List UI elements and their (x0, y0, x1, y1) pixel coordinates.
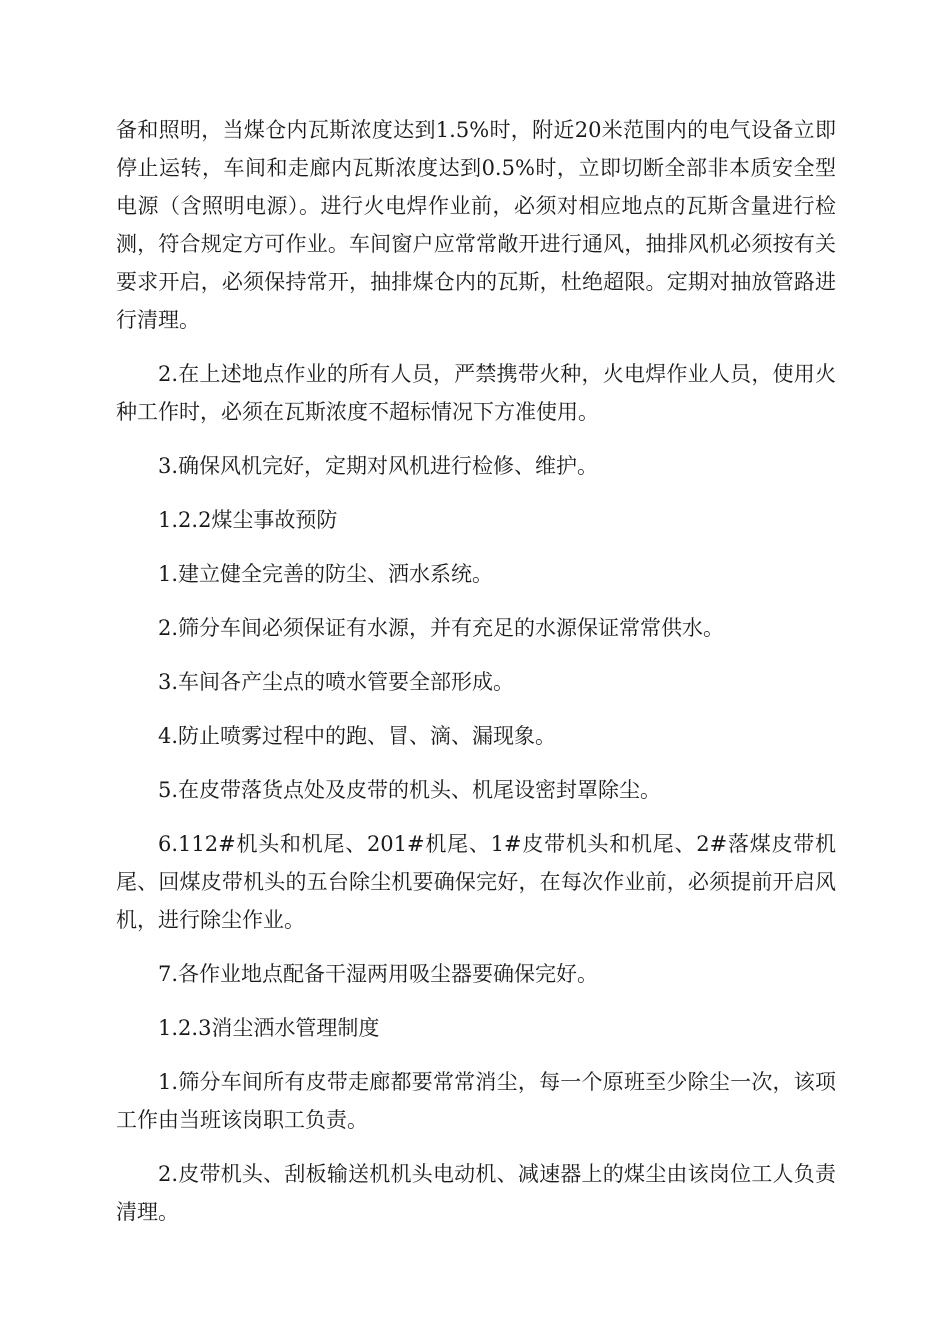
paragraph: 2.筛分车间必须保证有水源，并有充足的水源保证常常供水。 (158, 616, 725, 640)
section-heading: 1.2.3消尘洒水管理制度 (158, 1016, 380, 1040)
paragraph: 3.车间各产尘点的喷水管要全部形成。 (158, 670, 515, 694)
paragraph: 1.建立健全完善的防尘、洒水系统。 (158, 562, 494, 586)
paragraph: 4.防止喷雾过程中的跑、冒、滴、漏现象。 (158, 724, 557, 748)
paragraph: 2.在上述地点作业的所有人员，严禁携带火种，火电焊作业人员，使用火种工作时，必须在瓦斯浓度不超标情况下方准使用。 (116, 362, 836, 424)
paragraph: 6.112#机头和机尾、201#机尾、1#皮带机头和机尾、2#落煤皮带机尾、回煤皮带机头的五台除尘机要确保完好，在每次作业前，必须提前开启风机，进行除尘作业。 (116, 832, 836, 932)
section-heading: 1.2.2煤尘事故预防 (158, 508, 338, 532)
paragraph: 1.筛分车间所有皮带走廊都要常常消尘，每一个原班至少除尘一次，该项工作由当班该岗职工负责。 (116, 1070, 836, 1132)
document-body (116, 111, 836, 1247)
paragraph: 7.各作业地点配备干湿两用吸尘器要确保完好。 (158, 962, 599, 986)
paragraph: 5.在皮带落货点处及皮带的机头、机尾设密封罩除尘。 (158, 778, 662, 802)
paragraph: 3.确保风机完好，定期对风机进行检修、维护。 (158, 454, 599, 478)
paragraph-continuation: 备和照明，当煤仓内瓦斯浓度达到1.5%时，附近20米范围内的电气设备立即停止运转，车间和走廊内瓦斯浓度达到0.5%时，立即切断全部非本质安全型电源（含照明电源）。进行火电焊作业前，必须对相应地点的瓦斯含量进行检测，符合规定方可作业。车间窗户应常常敞开进行通风，抽排风机必须按有关要求开启，必须保持常开，抽排煤仓内的瓦斯，杜绝超限。定期对抽放管路进行清理。 (116, 118, 836, 332)
paragraph: 2.皮带机头、刮板输送机机头电动机、减速器上的煤尘由该岗位工人负责清理。 (116, 1162, 836, 1224)
